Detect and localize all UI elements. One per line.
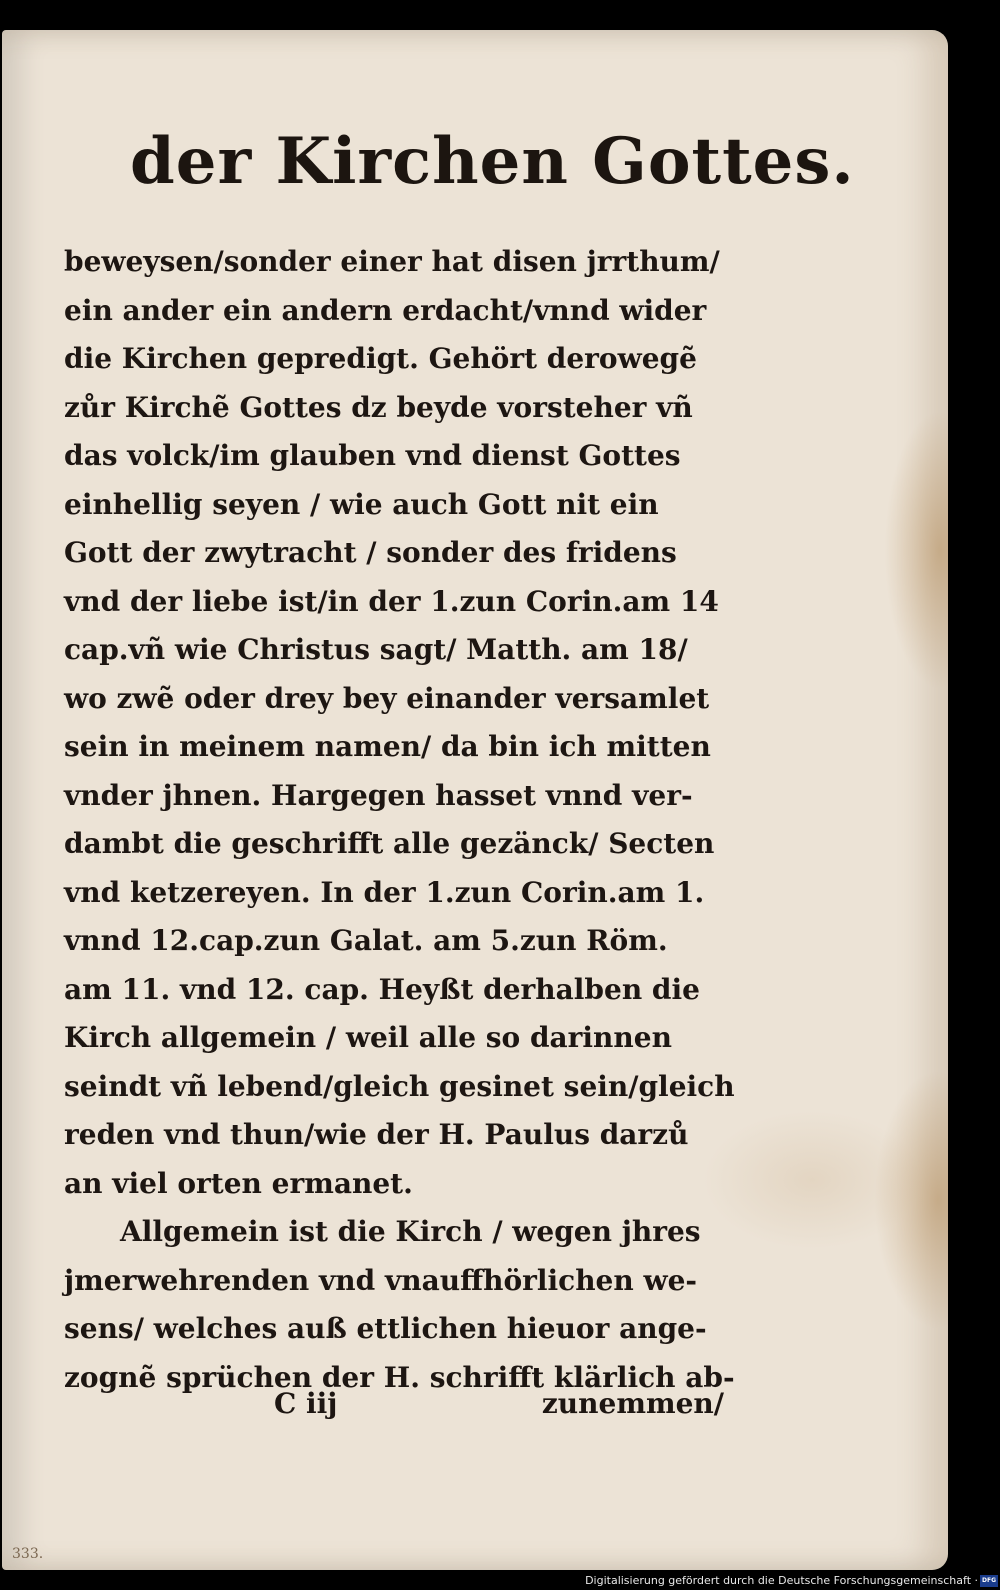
book-page	[2, 30, 948, 1570]
text-line: vnd der liebe ist/in der 1.zun Corin.am 14	[64, 584, 719, 618]
catchword: zunemmen/	[541, 1387, 724, 1420]
corner-mark: 333.	[12, 1546, 44, 1562]
text-line: wo zwẽ oder drey bey einander versamlet	[64, 681, 710, 715]
text-line: Kirch allgemein / weil alle so darinnen	[64, 1021, 672, 1054]
text-line: seindt vñ lebend/gleich gesinet sein/gleich	[64, 1069, 735, 1103]
text-line: ein ander ein andern erdacht/vnnd wider	[64, 293, 707, 327]
text-line: beweysen/sonder einer hat disen jrrthum/	[64, 245, 720, 278]
text-line: an viel orten ermanet.	[64, 1166, 413, 1200]
signature-mark: C iij	[274, 1387, 338, 1420]
text-line: Allgemein ist die Kirch / wegen jhres	[120, 1215, 701, 1248]
text-line: sens/ welches auß ettlichen hieuor ange-	[64, 1312, 707, 1345]
dfg-logo: DFG	[980, 1575, 998, 1587]
text-line: cap.vñ wie Christus sagt/ Matth. am 18/	[64, 633, 688, 666]
page-footer	[64, 1380, 724, 1428]
page-heading: der Kirchen Gottes.	[130, 124, 855, 199]
text-line: vnd ketzereyen. In der 1.zun Corin.am 1.	[64, 875, 705, 909]
text-line: das volck/im glauben vnd dienst Gottes	[64, 439, 681, 472]
digitization-credit: Digitalisierung gefördert durch die Deutsche Forschungsgemeinschaft ·	[585, 1574, 978, 1587]
text-line: dambt die geschrifft alle gezänck/ Secten	[64, 827, 715, 860]
text-line: jmerwehrenden vnd vnauffhörlichen we-	[64, 1263, 698, 1297]
text-line: zognẽ sprüchen der H. schrifft klärlich ab-	[64, 1360, 735, 1394]
text-line: vnnd 12.cap.zun Galat. am 5.zun Röm.	[64, 924, 668, 957]
text-line: am 11. vnd 12. cap. Heyßt derhalben die	[64, 972, 700, 1006]
text-line: sein in meinem namen/ da bin ich mitten	[64, 730, 711, 763]
paper-stain	[884, 410, 948, 690]
body-text	[64, 238, 764, 1402]
text-line: die Kirchen gepredigt. Gehört derowegẽ	[64, 342, 697, 375]
text-line: vnder jhnen. Hargegen hasset vnnd ver-	[64, 778, 693, 812]
text-line: Gott der zwytracht / sonder des fridens	[64, 536, 677, 569]
text-line: reden vnd thun/wie der H. Paulus darzů	[64, 1118, 689, 1151]
text-line: zůr Kirchẽ Gottes dz beyde vorsteher vñ	[64, 390, 693, 424]
text-line: einhellig seyen / wie auch Gott nit ein	[64, 487, 659, 521]
